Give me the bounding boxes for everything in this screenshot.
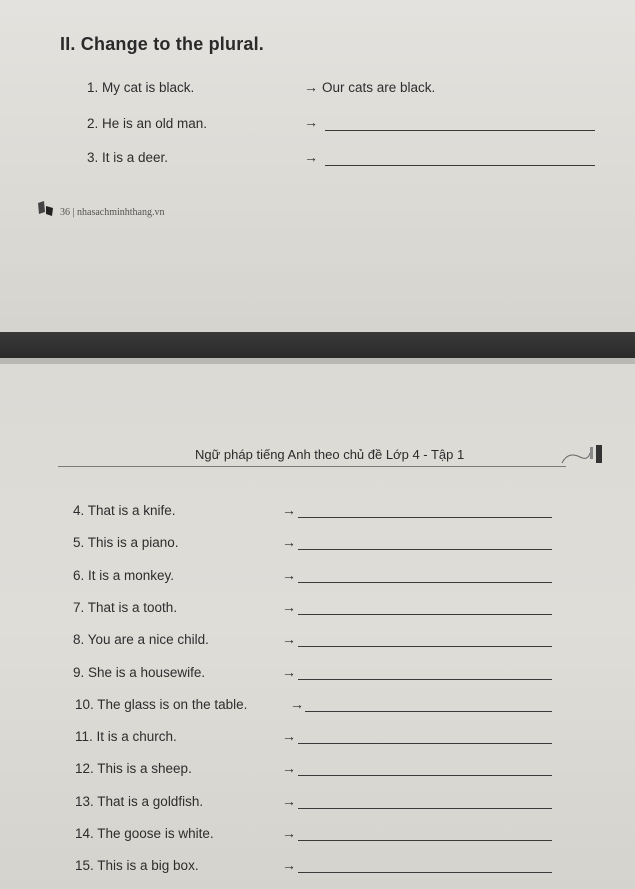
answer-blank-line[interactable] bbox=[298, 582, 552, 583]
lower-page bbox=[0, 364, 635, 889]
arrow-icon: → bbox=[282, 534, 296, 550]
page-gap-dark-band bbox=[0, 332, 635, 358]
arrow-icon: → bbox=[290, 696, 304, 712]
question-text: 13. That is a goldfish. bbox=[75, 794, 204, 809]
question-text: 1. My cat is black. bbox=[87, 80, 195, 95]
section-title: II. Change to the plural. bbox=[60, 34, 265, 54]
answer-blank-line[interactable] bbox=[298, 808, 552, 809]
arrow-icon: → bbox=[282, 857, 296, 873]
answer-text: Our cats are black. bbox=[322, 80, 436, 95]
answer-blank-line[interactable] bbox=[325, 130, 595, 131]
book-header: Ngữ pháp tiếng Anh theo chủ đề Lớp 4 - Tập 1 bbox=[195, 447, 465, 462]
question-text: 6. It is a monkey. bbox=[73, 568, 175, 583]
answer-blank-line[interactable] bbox=[298, 775, 552, 776]
question-text: 9. She is a housewife. bbox=[73, 665, 206, 680]
book-logo-icon bbox=[36, 200, 56, 218]
question-text: 10. The glass is on the table. bbox=[75, 697, 248, 712]
arrow-icon: → bbox=[282, 664, 296, 680]
arrow-icon: → bbox=[304, 149, 318, 165]
question-text: 15. This is a big box. bbox=[75, 858, 199, 873]
answer-blank-line[interactable] bbox=[305, 711, 552, 712]
header-rule bbox=[58, 466, 566, 467]
header-ornament-icon bbox=[560, 443, 610, 469]
arrow-icon: → bbox=[282, 793, 296, 809]
answer-blank-line[interactable] bbox=[298, 840, 552, 841]
answer-blank-line[interactable] bbox=[298, 679, 552, 680]
answer-blank-line[interactable] bbox=[298, 517, 552, 518]
question-text: 7. That is a tooth. bbox=[73, 600, 178, 615]
question-text: 11. It is a church. bbox=[75, 729, 177, 744]
answer-blank-line[interactable] bbox=[298, 549, 552, 550]
answer-blank-line[interactable] bbox=[298, 646, 552, 647]
question-text: 5. This is a piano. bbox=[73, 535, 179, 550]
arrow-icon: → bbox=[282, 567, 296, 583]
question-text: 3. It is a deer. bbox=[87, 150, 169, 165]
question-text: 12. This is a sheep. bbox=[75, 761, 192, 776]
arrow-icon: → bbox=[282, 631, 296, 647]
question-text: 14. The goose is white. bbox=[75, 826, 214, 841]
arrow-icon: → bbox=[282, 728, 296, 744]
answer-blank-line[interactable] bbox=[325, 165, 595, 166]
question-text: 2. He is an old man. bbox=[87, 116, 208, 131]
question-text: 4. That is a knife. bbox=[73, 503, 176, 518]
arrow-icon: → bbox=[304, 114, 318, 130]
answer-blank-line[interactable] bbox=[298, 872, 552, 873]
question-text: 8. You are a nice child. bbox=[73, 632, 209, 647]
arrow-icon: → bbox=[282, 599, 296, 615]
arrow-icon: → bbox=[304, 79, 318, 95]
arrow-icon: → bbox=[282, 502, 296, 518]
answer-blank-line[interactable] bbox=[298, 614, 552, 615]
arrow-icon: → bbox=[282, 760, 296, 776]
page-footer: 36 | nhasachminhthang.vn bbox=[60, 207, 165, 218]
arrow-icon: → bbox=[282, 825, 296, 841]
answer-blank-line[interactable] bbox=[298, 743, 552, 744]
